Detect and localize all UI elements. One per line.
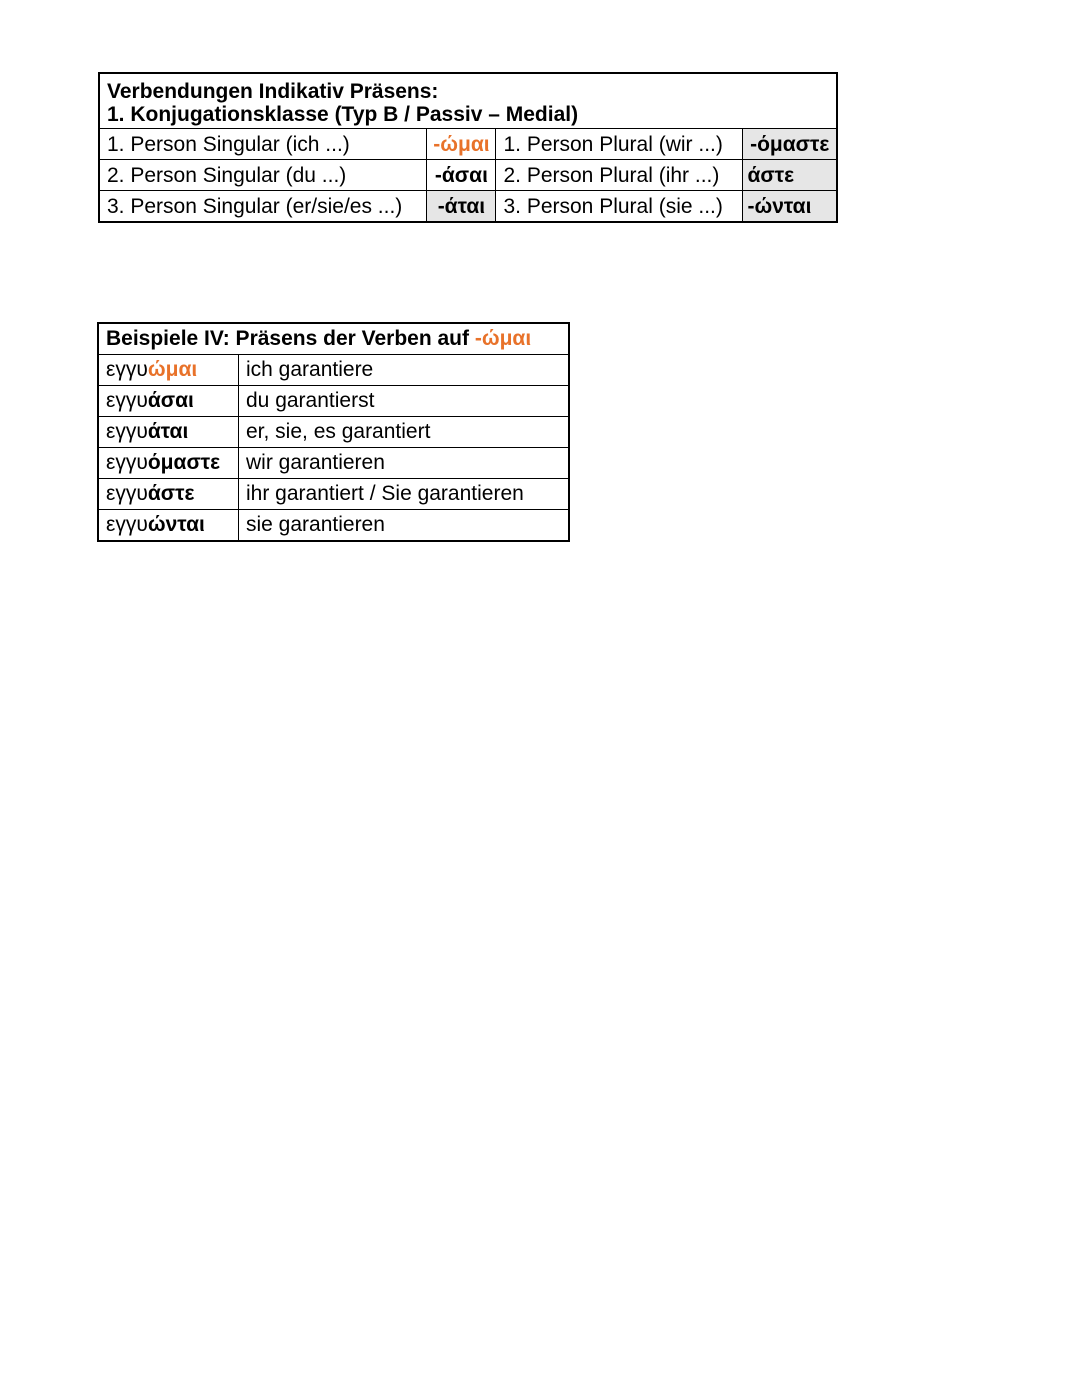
table-row [99, 129, 837, 160]
greek-verb [98, 355, 239, 386]
table-title-line2: 1. Konjugationsklasse (Typ B / Passiv – Medial) [107, 103, 579, 127]
examples-title-prefix: Beispiele IV: Präsens der Verben auf [106, 327, 475, 351]
greek-verb [98, 417, 239, 448]
examples-table [97, 322, 570, 542]
greek-verb [98, 479, 239, 510]
table-row [98, 448, 569, 479]
greek-verb [98, 448, 239, 479]
verb-ending: ώμαι [147, 358, 198, 382]
verb-stem: εγγυ [106, 389, 148, 413]
plural-ending: -όμαστε [743, 129, 837, 160]
plural-ending: -ώνται [743, 191, 837, 223]
table-header-row [98, 323, 569, 355]
translation: ihr garantiert / Sie garantieren [239, 479, 570, 510]
verb-stem: εγγυ [106, 358, 148, 382]
table-row [99, 160, 837, 191]
singular-ending: -άσαι [427, 160, 496, 191]
verb-ending: όμαστε [147, 451, 221, 475]
table-row [99, 191, 837, 223]
plural-ending: άστε [743, 160, 837, 191]
table-row [98, 386, 569, 417]
examples-title-ending: -ώμαι [474, 327, 532, 351]
verb-stem: εγγυ [106, 513, 148, 537]
verb-ending: άται [147, 420, 189, 444]
translation: ich garantiere [239, 355, 570, 386]
table-title-line1: Verbendungen Indikativ Präsens: [107, 80, 439, 103]
singular-label: 2. Person Singular (du ...) [99, 160, 427, 191]
translation: du garantierst [239, 386, 570, 417]
table-header-row [99, 73, 837, 129]
examples-title [98, 323, 569, 355]
verb-stem: εγγυ [106, 451, 148, 475]
verb-endings-table [98, 72, 838, 223]
verb-stem: εγγυ [106, 482, 148, 506]
greek-verb [98, 510, 239, 542]
plural-label: 2. Person Plural (ihr ...) [496, 160, 743, 191]
translation: wir garantieren [239, 448, 570, 479]
table-title [99, 73, 837, 129]
plural-label: 3. Person Plural (sie ...) [496, 191, 743, 223]
table-row [98, 355, 569, 386]
singular-label: 1. Person Singular (ich ...) [99, 129, 427, 160]
translation: er, sie, es garantiert [239, 417, 570, 448]
verb-ending: άσαι [147, 389, 194, 413]
translation: sie garantieren [239, 510, 570, 542]
verb-ending: ώνται [147, 513, 205, 537]
greek-verb [98, 386, 239, 417]
singular-ending: -άται [427, 191, 496, 223]
table-row [98, 479, 569, 510]
table-row [98, 510, 569, 542]
table-row [98, 417, 569, 448]
singular-label: 3. Person Singular (er/sie/es ...) [99, 191, 427, 223]
singular-ending: -ώμαι [427, 129, 496, 160]
verb-ending: άστε [147, 482, 195, 506]
verb-stem: εγγυ [106, 420, 148, 444]
plural-label: 1. Person Plural (wir ...) [496, 129, 743, 160]
